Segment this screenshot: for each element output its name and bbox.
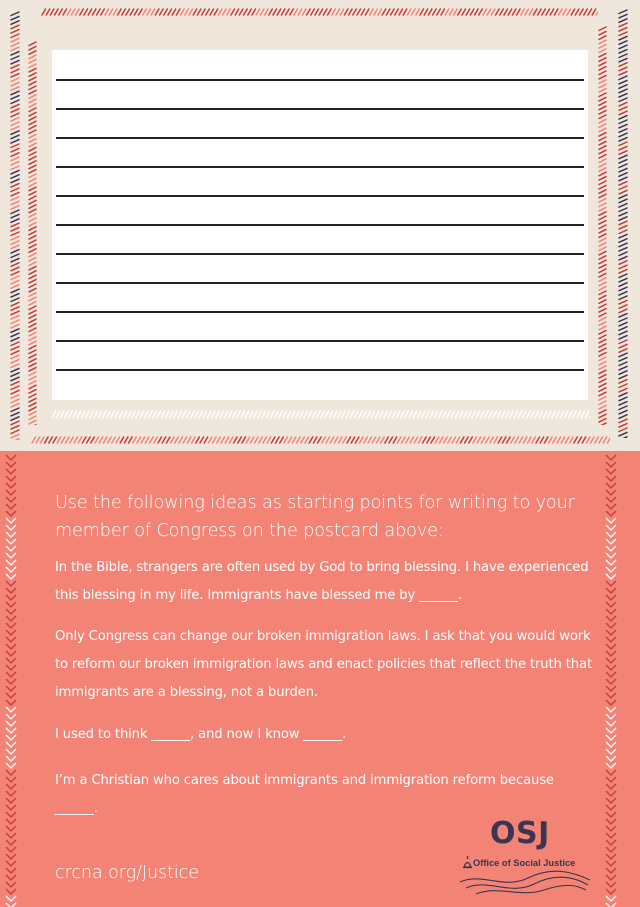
ruled-line — [56, 166, 584, 168]
postcard-writing-area[interactable] — [52, 50, 588, 400]
chevron-border-left — [4, 451, 18, 907]
prompts-intro: Use the following ideas as starting points for writing to your member of Congress on the postcard above: — [55, 493, 575, 541]
prompt-item-1: In the Bible, strangers are often used by God to bring blessing. I have experienced this blessing in my life. Immigrants have blessed me by ______. — [55, 560, 589, 603]
ruled-line — [56, 340, 584, 342]
decorative-stripe-left-inner — [28, 40, 37, 425]
logo-name: Office of Social Justice — [473, 858, 576, 868]
osj-logo — [458, 818, 592, 900]
prompt-item-2: Only Congress can change our broken immigration laws. I ask that you would work to reform our broken immigration laws and enact policies that reflect the truth that immigrants are a blessing, not a burden. — [55, 629, 592, 700]
ruled-line — [56, 195, 584, 197]
ruled-line — [56, 108, 584, 110]
chevron-border-right — [604, 451, 618, 907]
decorative-stripe-right-outer — [618, 8, 628, 438]
decorative-stripe-top — [40, 8, 598, 16]
website-link[interactable]: crcna.org/Justice — [55, 863, 199, 883]
ruled-line — [56, 224, 584, 226]
postcard-section — [0, 0, 640, 451]
prompt-item-3: I used to think ______, and now I know ______. — [55, 727, 347, 742]
logo-waves-icon — [458, 868, 592, 898]
prompt-item-4: I’m a Christian who cares about immigrants and immigration reform because ______. — [55, 773, 554, 816]
prompts-section — [0, 451, 640, 907]
ruled-line — [56, 311, 584, 313]
decorative-stripe-card-bottom — [50, 410, 590, 419]
ruled-line — [56, 253, 584, 255]
ruled-line — [56, 369, 584, 371]
decorative-stripe-left-outer — [10, 10, 20, 440]
logo-acronym: OSJ — [490, 816, 550, 851]
ruled-line — [56, 137, 584, 139]
decorative-stripe-right-inner — [598, 25, 607, 425]
ruled-line — [56, 282, 584, 284]
decorative-stripe-bottom — [30, 436, 610, 444]
ruled-line — [56, 79, 584, 81]
